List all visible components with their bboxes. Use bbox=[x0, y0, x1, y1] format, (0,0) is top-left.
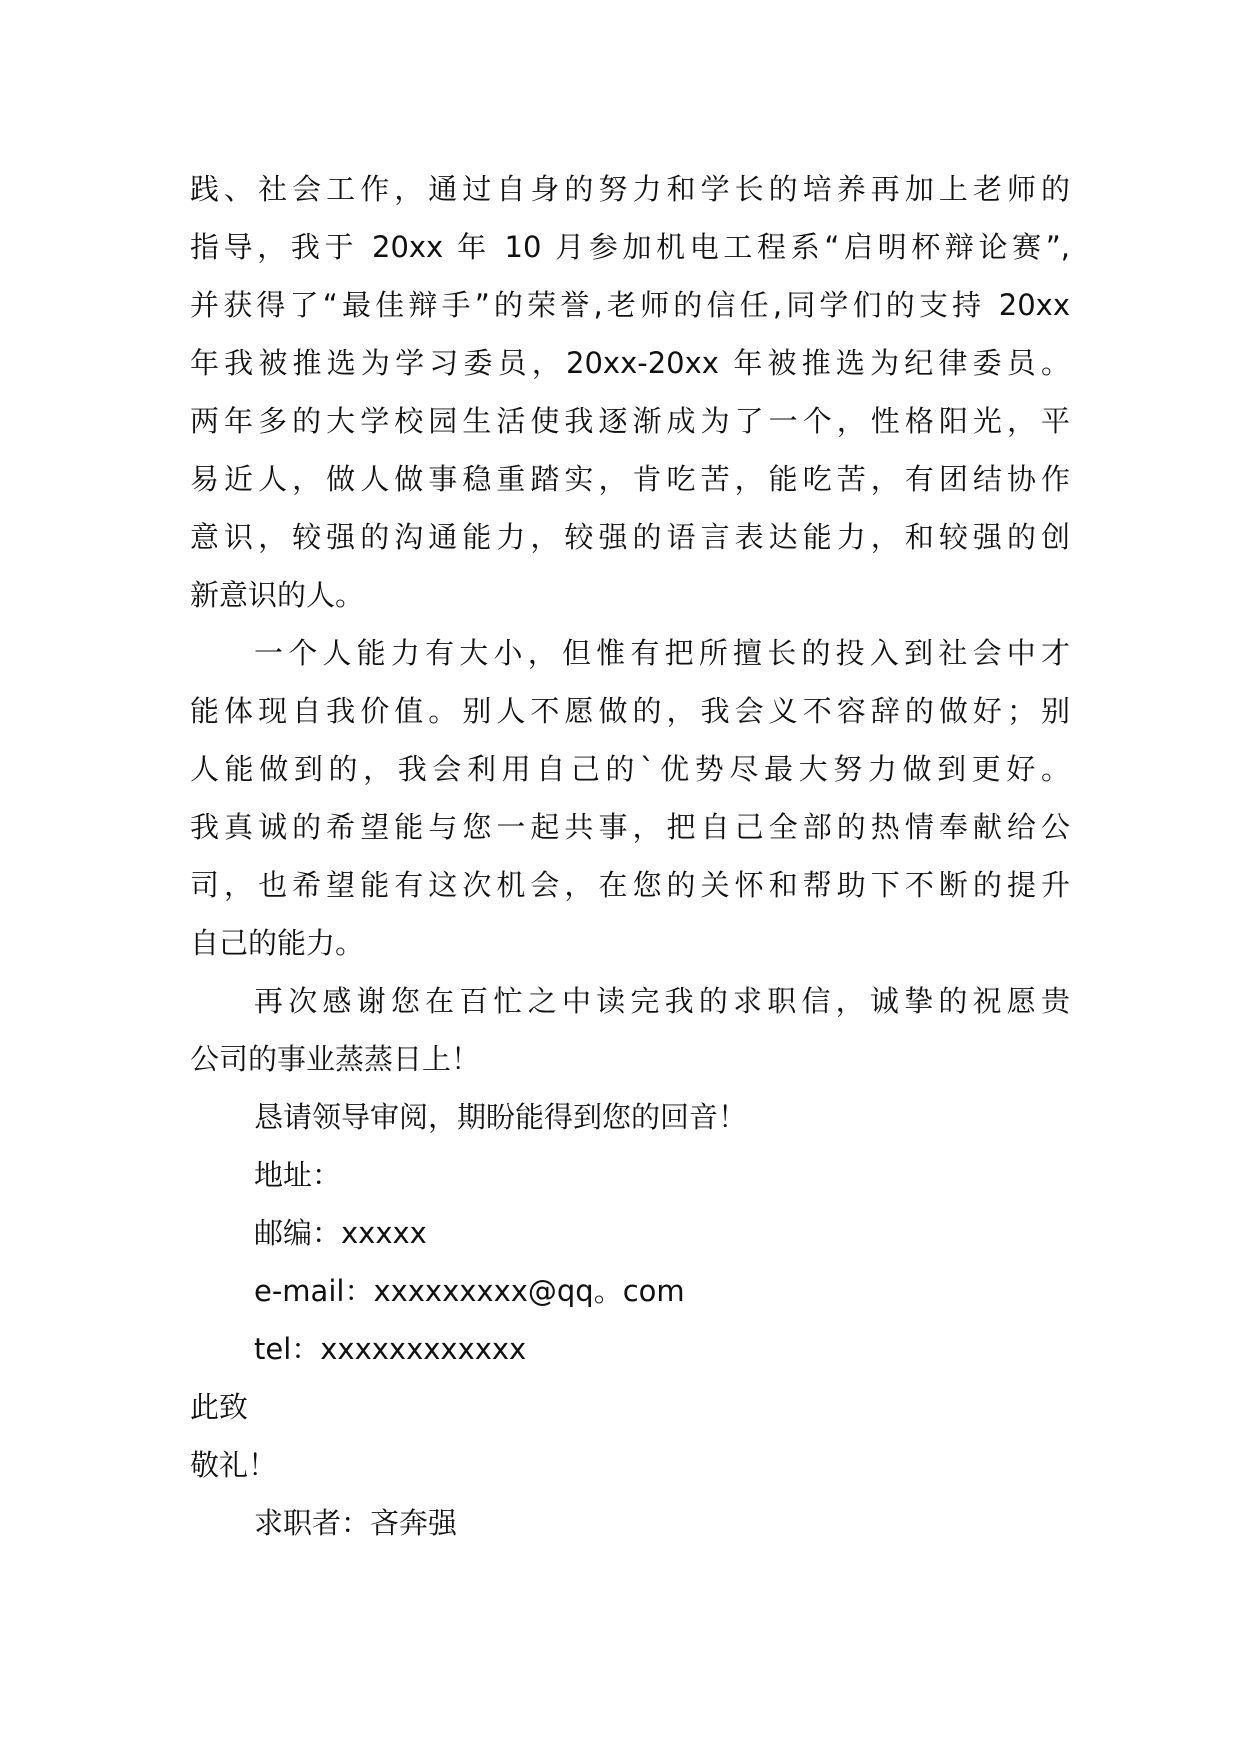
paragraph-2-line-6: 自己的能力。 bbox=[190, 926, 365, 960]
paragraph-1-line-2: 指导，我于 20xx 年 10 月参加机电工程系“启明杯辩论赛”, bbox=[190, 230, 1070, 264]
paragraph-3-line-1: 再次感谢您在百忙之中读完我的求职信，诚挚的祝愿贵 bbox=[254, 984, 1070, 1018]
paragraph-2-line-4: 我真诚的希望能与您一起共事，把自己全部的热情奉献给公 bbox=[190, 810, 1070, 844]
paragraph-1-line-3: 并获得了“最佳辩手”的荣誉,老师的信任,同学们的支持 20xx bbox=[190, 288, 1070, 322]
paragraph-1-line-5: 两年多的大学校园生活使我逐渐成为了一个，性格阳光，平 bbox=[190, 404, 1070, 438]
paragraph-2-line-2: 能体现自我价值。别人不愿做的，我会义不容辞的做好；别 bbox=[190, 694, 1070, 728]
paragraph-2-line-1: 一个人能力有大小，但惟有把所擅长的投入到社会中才 bbox=[254, 636, 1070, 670]
review-request-line: 恳请领导审阅，期盼能得到您的回音！ bbox=[254, 1100, 748, 1134]
paragraph-1-line-7: 意识，较强的沟通能力，较强的语言表达能力，和较强的创 bbox=[190, 520, 1070, 554]
postcode-line: 邮编：xxxxx bbox=[254, 1216, 427, 1250]
tel-line: tel：xxxxxxxxxxxx bbox=[254, 1332, 527, 1366]
signature-line: 求职者：吝奔强 bbox=[254, 1506, 458, 1540]
address-line: 地址： bbox=[254, 1158, 342, 1192]
letter-body bbox=[190, 160, 1070, 1552]
paragraph-3-line-2: 公司的事业蒸蒸日上！ bbox=[190, 1042, 481, 1076]
paragraph-2-line-3: 人能做到的，我会利用自己的`优势尽最大努力做到更好。 bbox=[190, 752, 1070, 786]
paragraph-2-line-5: 司，也希望能有这次机会，在您的关怀和帮助下不断的提升 bbox=[190, 868, 1070, 902]
paragraph-1-line-6: 易近人，做人做事稳重踏实，肯吃苦，能吃苦，有团结协作 bbox=[190, 462, 1070, 496]
closing-line: 此致 bbox=[190, 1390, 249, 1424]
paragraph-1-line-1: 践、社会工作，通过自身的努力和学长的培养再加上老师的 bbox=[190, 172, 1070, 206]
salutation-line: 敬礼！ bbox=[190, 1448, 278, 1482]
email-line: e-mail：xxxxxxxxx@qq。com bbox=[254, 1274, 685, 1308]
paragraph-1-line-4: 年我被推选为学习委员，20xx-20xx 年被推选为纪律委员。 bbox=[190, 346, 1070, 380]
paragraph-1-line-8: 新意识的人。 bbox=[190, 578, 365, 612]
